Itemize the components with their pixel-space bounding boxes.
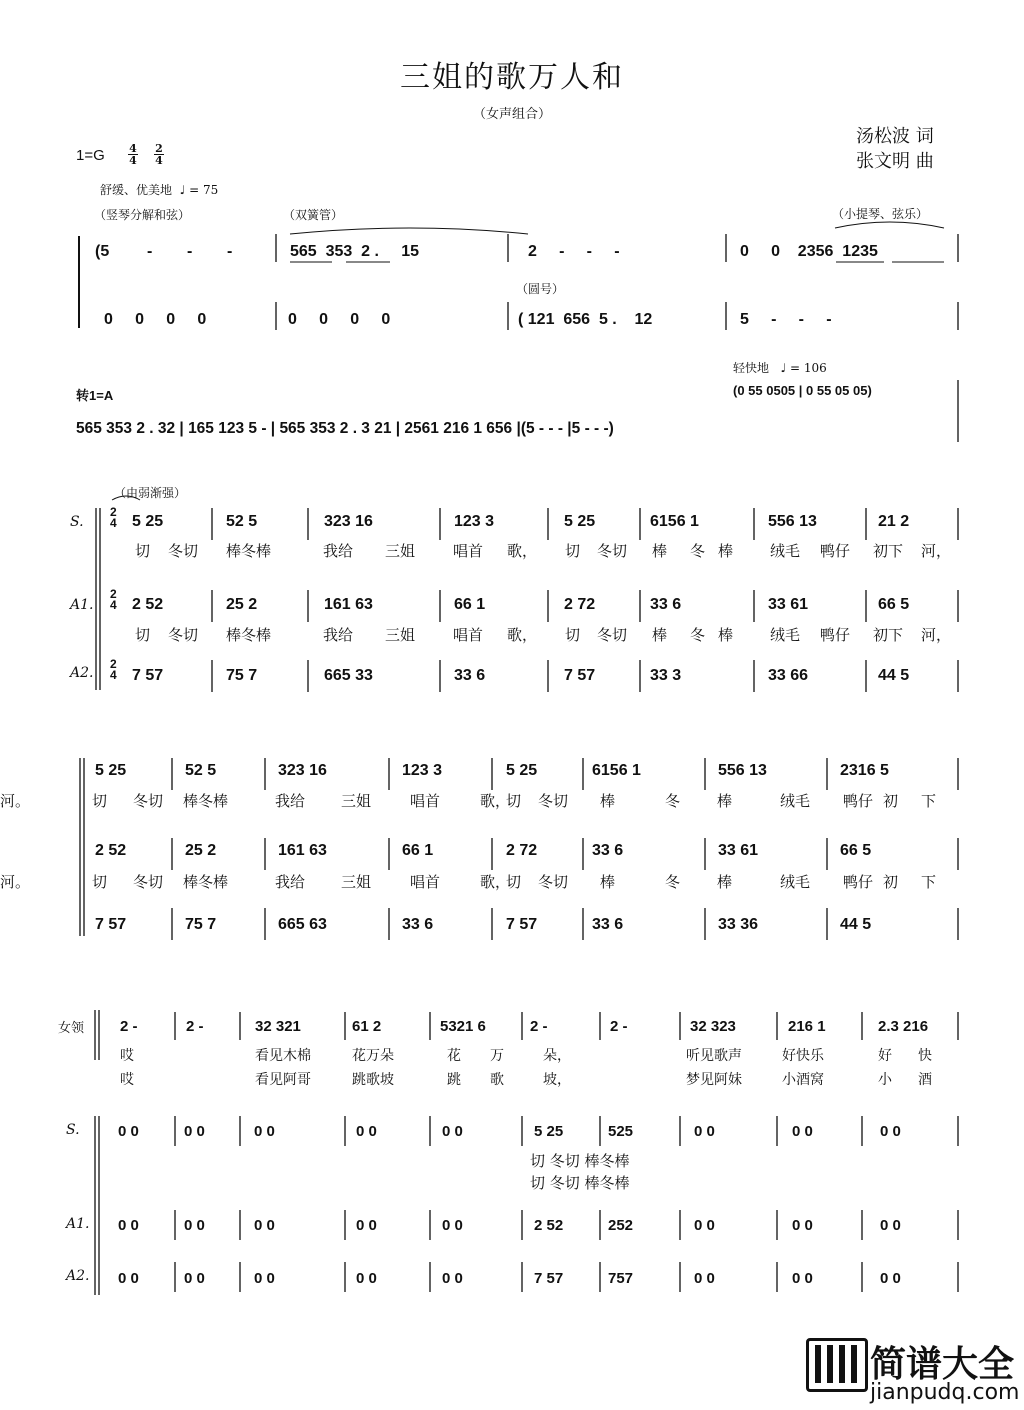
tempo1-value: = 75 — [189, 183, 219, 197]
note-group: 52 5 — [185, 762, 217, 779]
note-group: 25 2 — [185, 842, 217, 859]
lyric-syllable: 唱首 — [453, 542, 484, 560]
note-group: 66 1 — [454, 596, 486, 613]
note-group: 665 33 — [324, 667, 373, 684]
lyric-syllable: 歌， — [507, 626, 538, 644]
lyric-syllable: 快 — [918, 1048, 932, 1064]
instrument-horn: （圆号） — [516, 282, 565, 296]
note-group: 0 0 — [118, 1123, 139, 1140]
note-group: 33 3 — [650, 667, 682, 684]
piano-logo-icon — [806, 1338, 868, 1392]
note-group: 0 0 — [184, 1123, 205, 1140]
note-group: 25 2 — [226, 596, 258, 613]
note-group: 0 0 — [118, 1217, 139, 1234]
intro-melody-row2: 565 353 2 . 32 | 165 123 5 - | 565 353 2 . 3 21 | 2561 216 1 656 |(5 - - - |5 - - -) — [76, 420, 614, 437]
lyric-syllable: 鸭仔 — [843, 873, 874, 891]
lyric-syllable: 看见阿哥 — [255, 1072, 311, 1088]
lyric-syllable: 棒冬棒 — [226, 542, 272, 560]
lyric-syllable: 初下 — [873, 626, 904, 644]
note-group: 66 5 — [840, 842, 872, 859]
lyric-syllable: 冬切 — [538, 873, 569, 891]
note-group: 0 0 — [356, 1123, 377, 1140]
note-group: 7 57 — [132, 667, 164, 684]
time-sig-2-4: 2 4 — [110, 505, 117, 530]
note-group: 0 0 — [880, 1270, 901, 1287]
note-group: 123 3 — [402, 762, 443, 779]
lyric-syllable: 冬切 — [168, 542, 199, 560]
note-group: 0 0 — [442, 1270, 463, 1287]
lyric-syllable: 唱首 — [410, 873, 441, 891]
lyric-syllable: 鸭仔 — [820, 626, 851, 644]
lyric-syllable: 三姐 — [341, 792, 372, 810]
note-group: 5 25 — [132, 513, 164, 530]
note-group: 32 321 — [255, 1018, 301, 1035]
note-group: 2 - — [120, 1018, 138, 1035]
lyric-syllable: 棒 — [600, 873, 616, 891]
note-group: 525 — [608, 1123, 634, 1140]
note-group: 0 0 — [792, 1217, 813, 1234]
lyric-syllable: 绒毛 — [780, 792, 811, 810]
lyric-syllable: 哎 — [120, 1048, 134, 1064]
note-group: 0 0 — [442, 1217, 463, 1234]
quarter-note-icon: ♩ — [175, 183, 186, 197]
site-url: jianpudq.com — [870, 1380, 1020, 1405]
note-group: 33 36 — [718, 916, 759, 933]
lyric-syllable: 跳歌坡 — [352, 1072, 394, 1088]
lyric-syllable: 棒冬棒 — [183, 873, 229, 891]
lyric-syllable: 冬 — [690, 626, 706, 644]
lyric-syllable: 三姐 — [341, 873, 372, 891]
lyric-syllable: 棒 — [652, 626, 668, 644]
lyric-syllable: 三姐 — [385, 626, 416, 644]
note-group: 123 3 — [454, 513, 495, 530]
lyric-syllable: 唱首 — [410, 792, 441, 810]
lyric-syllable: 听见歌声 — [686, 1048, 742, 1064]
lyric-syllable: 初 — [883, 792, 899, 810]
note-group: 556 13 — [768, 513, 817, 530]
lyric-syllable: 冬切 — [168, 626, 199, 644]
time-sig-2-4: 2 4 — [110, 587, 117, 612]
note-group: 66 5 — [878, 596, 910, 613]
lyric-syllable: 切 — [565, 626, 581, 644]
note-group: 7 57 — [534, 1270, 564, 1287]
note-group: 2 - — [530, 1018, 548, 1035]
note-group: 44 5 — [840, 916, 872, 933]
lyric-syllable: 河， — [921, 542, 952, 560]
quarter-note-icon: ♩ — [772, 361, 787, 375]
time1-bottom: 4 — [129, 154, 137, 167]
instrument-strings: （小提琴、弦乐） — [832, 207, 929, 221]
note-group: 33 66 — [768, 667, 809, 684]
note-group: 0 0 — [356, 1270, 377, 1287]
composer: 张文明 曲 — [856, 151, 934, 172]
note-group: 0 0 — [694, 1217, 715, 1234]
note-group: 0 0 — [184, 1270, 205, 1287]
note-group: 61 2 — [352, 1018, 382, 1035]
note-group: 5 25 — [506, 762, 538, 779]
note-group: 2316 5 — [840, 762, 889, 779]
note-group: 52 5 — [226, 513, 258, 530]
dynamics-marking: （由弱渐强） — [114, 486, 187, 500]
note-group: 0 0 — [254, 1217, 275, 1234]
lyric-syllable: 冬切 — [597, 626, 628, 644]
lyric-syllable: 我给 — [275, 873, 306, 891]
note-group: 0 0 — [184, 1217, 205, 1234]
note-group: 33 6 — [454, 667, 486, 684]
note-group: 323 16 — [324, 513, 373, 530]
lyric-syllable: 好快乐 — [782, 1048, 824, 1064]
lyric-syllable: 小酒窝 — [782, 1072, 824, 1088]
lyric-syllable: 我给 — [323, 626, 354, 644]
lyric-syllable: 棒 — [652, 542, 668, 560]
note-group: 75 7 — [226, 667, 258, 684]
lyric-syllable: 冬切 — [597, 542, 628, 560]
note-group: 665 63 — [278, 916, 327, 933]
lyric-syllable: 绒毛 — [780, 873, 811, 891]
lyric-syllable: 鸭仔 — [843, 792, 874, 810]
lyric-syllable: 初下 — [873, 542, 904, 560]
note-group: 7 57 — [506, 916, 538, 933]
lyric-syllable: 下 — [921, 873, 937, 891]
note-group: 21 2 — [878, 513, 910, 530]
time2-bottom: 4 — [155, 154, 163, 167]
lyric-syllable: 鸭仔 — [820, 542, 851, 560]
note-group: 0 0 — [356, 1217, 377, 1234]
intro-cue-rhythm: (0 55 0505 | 0 55 05 05) — [733, 383, 872, 398]
lyric-syllable: 跳 — [447, 1072, 461, 1088]
lyric-syllable: 切 — [135, 626, 151, 644]
lyric-syllable: 初 — [883, 873, 899, 891]
voice-label-alto1: A1. — [70, 597, 94, 613]
lyric-syllable: 三姐 — [385, 542, 416, 560]
note-group: 0 0 — [694, 1270, 715, 1287]
lyric-syllable: 河。 — [0, 873, 31, 891]
note-group: 323 16 — [278, 762, 327, 779]
lyric-syllable: 切 — [92, 873, 108, 891]
lyric-syllable: 棒 — [718, 626, 734, 644]
lyric-syllable: 看见木棉 — [255, 1048, 311, 1064]
note-group: 0 0 — [792, 1123, 813, 1140]
lyric-syllable: 冬切 — [133, 873, 164, 891]
lyric-syllable: 花万朵 — [352, 1048, 394, 1064]
note-group: 161 63 — [324, 596, 373, 613]
instrument-harp: （竖琴分解和弦） — [94, 208, 191, 222]
lyric-syllable: 歌， — [507, 542, 538, 560]
note-group: 7 57 — [95, 916, 127, 933]
note-group: 33 61 — [768, 596, 809, 613]
lyric-syllable: 歌 — [490, 1072, 504, 1088]
lyric-syllable: 坡， — [543, 1072, 571, 1088]
note-group: 161 63 — [278, 842, 327, 859]
lyric-syllable: 棒 — [718, 542, 734, 560]
lyric-syllable: 切 — [506, 873, 522, 891]
lyric-syllable: 绒毛 — [770, 626, 801, 644]
lyric-syllable: 切 — [135, 542, 151, 560]
lyricist: 汤松波 词 — [856, 126, 934, 147]
note-group: 0 0 — [254, 1270, 275, 1287]
note-group: 2.3 216 — [878, 1018, 929, 1035]
lyric-syllable: 万 — [490, 1048, 504, 1064]
lyric-syllable: 酒 — [918, 1072, 932, 1088]
note-group: 44 5 — [878, 667, 910, 684]
time-sig-2-4: 2 4 — [110, 657, 117, 682]
sys3-soprano-lyric-2: 切 冬切 棒冬棒 — [530, 1174, 630, 1192]
note-group: 0 0 — [442, 1123, 463, 1140]
note-group: 33 6 — [592, 916, 624, 933]
lyric-syllable: 棒冬棒 — [183, 792, 229, 810]
lyric-syllable: 棒 — [600, 792, 616, 810]
lyric-syllable: 冬切 — [538, 792, 569, 810]
note-group: 0 0 — [792, 1270, 813, 1287]
subtitle: （女声组合） — [472, 107, 551, 122]
note-group: 757 — [608, 1270, 634, 1287]
note-group: 252 — [608, 1217, 634, 1234]
tempo2-value: = 106 — [789, 361, 827, 375]
lyric-syllable: 冬 — [665, 873, 681, 891]
lyric-syllable: 绒毛 — [770, 542, 801, 560]
lyric-syllable: 歌， — [480, 873, 511, 891]
note-group: 2 52 — [534, 1217, 564, 1234]
lyric-syllable: 花 — [447, 1048, 461, 1064]
lyric-syllable: 切 — [506, 792, 522, 810]
voice-label-lead: 女领 — [58, 1021, 85, 1036]
note-group: 0 0 — [880, 1217, 901, 1234]
lyric-syllable: 哎 — [120, 1072, 134, 1088]
lyric-syllable: 好 — [878, 1048, 892, 1064]
sys3-soprano-lyric-1: 切 冬切 棒冬棒 — [530, 1152, 630, 1170]
note-group: 33 61 — [718, 842, 759, 859]
note-group: 0 0 — [880, 1123, 901, 1140]
note-group: 32 323 — [690, 1018, 736, 1035]
note-group: 6156 1 — [592, 762, 641, 779]
page-title: 三姐的歌万人和 — [400, 60, 624, 95]
note-group: 33 6 — [592, 842, 624, 859]
site-logo-text: 简谱大全 — [870, 1344, 1015, 1385]
note-group: 2 - — [186, 1018, 204, 1035]
note-group: 5321 6 — [440, 1018, 486, 1035]
lyric-syllable: 朵， — [543, 1048, 571, 1064]
key-signature: 1=G — [76, 147, 105, 164]
time2-top: 2 — [155, 142, 163, 155]
note-group: 2 52 — [132, 596, 164, 613]
lyric-syllable: 我给 — [323, 542, 354, 560]
voice-label-alto2: A2. — [70, 665, 94, 681]
note-group: 2 72 — [506, 842, 538, 859]
note-group: 0 0 — [118, 1270, 139, 1287]
lyric-syllable: 河， — [921, 626, 952, 644]
modulation-marking: 转1=A — [76, 388, 114, 403]
note-group: 0 0 — [694, 1123, 715, 1140]
note-group: 216 1 — [788, 1018, 826, 1035]
note-group: 6156 1 — [650, 513, 699, 530]
note-group: 2 52 — [95, 842, 127, 859]
note-group: 33 6 — [650, 596, 682, 613]
lyric-syllable: 冬切 — [133, 792, 164, 810]
note-group: 556 13 — [718, 762, 767, 779]
lyric-syllable: 冬 — [690, 542, 706, 560]
lyric-syllable: 梦见阿妹 — [686, 1072, 742, 1088]
note-group: 0 0 — [254, 1123, 275, 1140]
lyric-syllable: 切 — [565, 542, 581, 560]
time1-top: 4 — [129, 142, 137, 155]
lyric-syllable: 棒冬棒 — [226, 626, 272, 644]
note-group: 2 72 — [564, 596, 596, 613]
lyric-syllable: 歌， — [480, 792, 511, 810]
note-group: 5 25 — [564, 513, 596, 530]
note-group: 66 1 — [402, 842, 434, 859]
lyric-syllable: 切 — [92, 792, 108, 810]
voice-label-alto2: A2. — [66, 1268, 90, 1284]
lyric-syllable: 河。 — [0, 792, 31, 810]
note-group: 5 25 — [95, 762, 127, 779]
voice-label-alto1: A1. — [66, 1216, 90, 1232]
voice-label-soprano: S. — [70, 514, 84, 530]
tempo2-text: 轻快地 — [733, 361, 770, 375]
lyric-syllable: 小 — [878, 1072, 892, 1088]
tempo1-text: 舒缓、优美地 — [100, 183, 173, 197]
lyric-syllable: 棒 — [717, 792, 733, 810]
voice-label-soprano: S. — [66, 1122, 80, 1138]
instrument-oboe: （双簧管） — [283, 208, 344, 222]
lyric-syllable: 下 — [921, 792, 937, 810]
lyric-syllable: 我给 — [275, 792, 306, 810]
note-group: 33 6 — [402, 916, 434, 933]
lyric-syllable: 冬 — [665, 792, 681, 810]
lyric-syllable: 棒 — [717, 873, 733, 891]
note-group: 5 25 — [534, 1123, 564, 1140]
note-group: 75 7 — [185, 916, 217, 933]
note-group: 2 - — [610, 1018, 628, 1035]
note-group: 7 57 — [564, 667, 596, 684]
lyric-syllable: 唱首 — [453, 626, 484, 644]
